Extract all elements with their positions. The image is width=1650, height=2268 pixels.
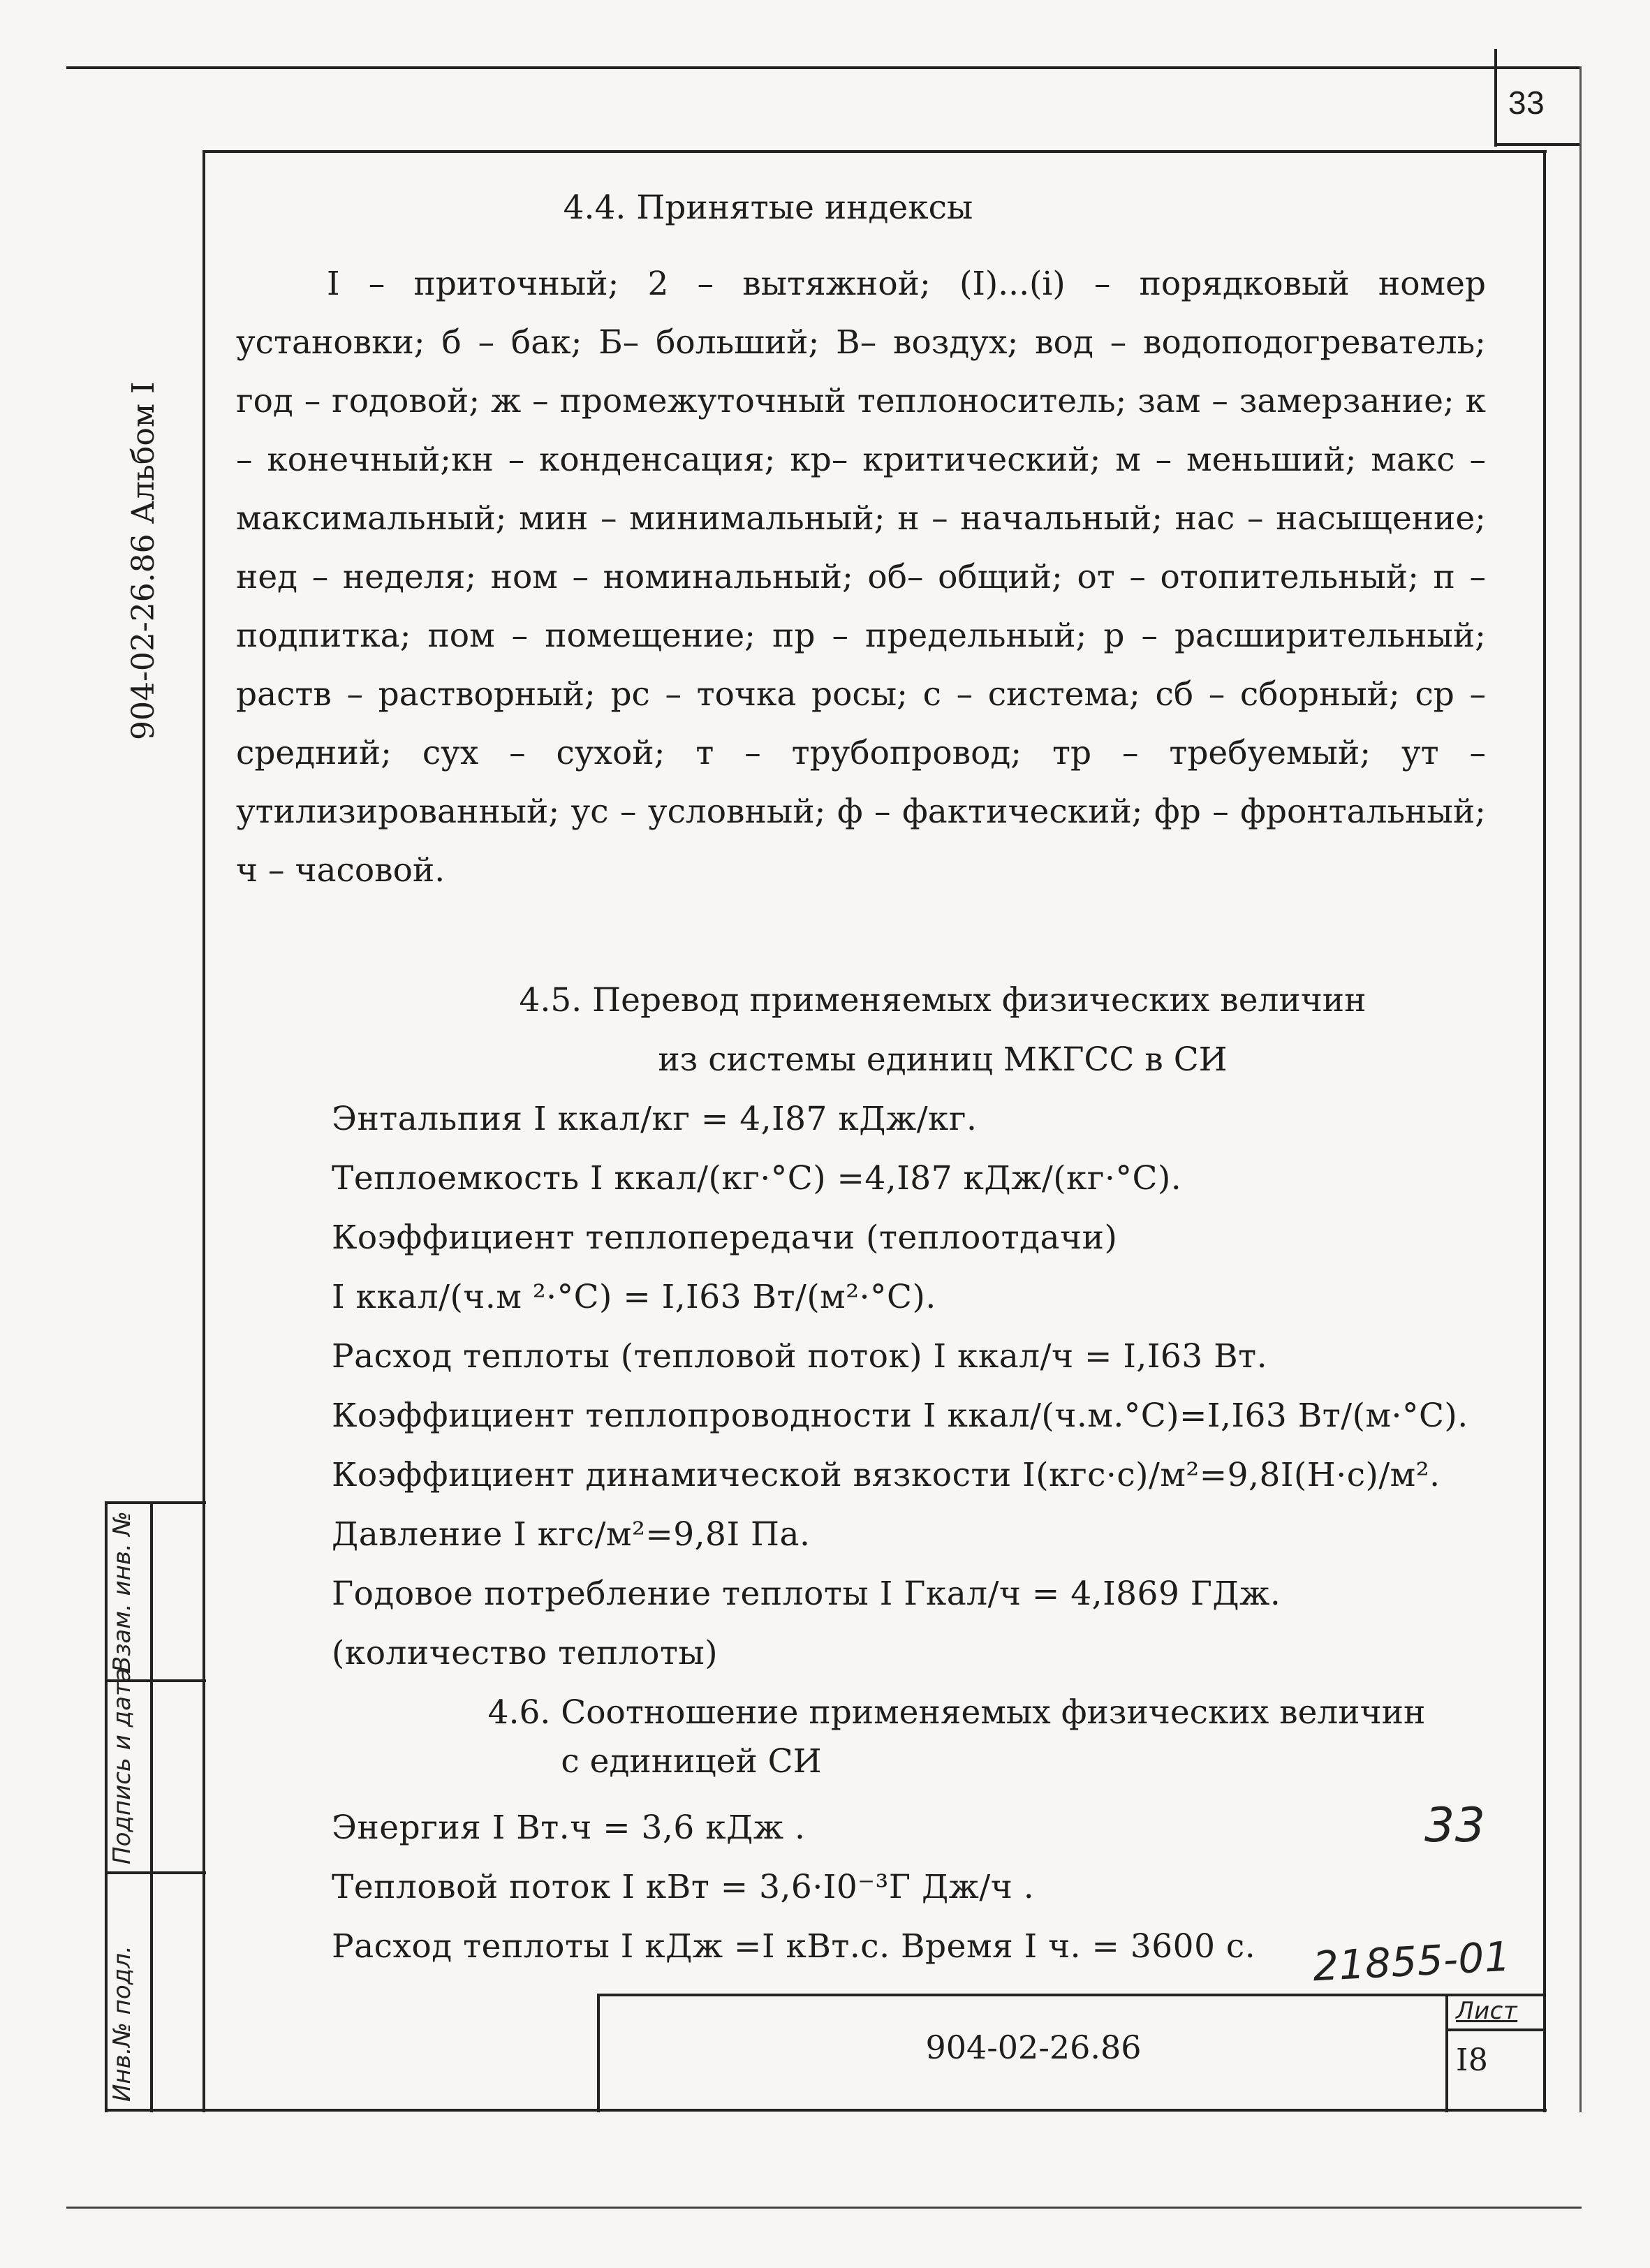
ratio-line: Расход теплоты I кДж =I кВт.с. Время I ч. = 3600 с. [332,1927,1256,1966]
title-block-left [597,1994,600,2112]
title-block-sheet-sep [1445,2028,1543,2031]
section-4-5-heading-1: 4.5. Перевод применяемых физических величин [519,981,1367,1019]
frame-left [202,150,205,2112]
stamp-mid-border [150,1501,153,2112]
conversion-line: Коэффициент теплопроводности I ккал/(ч.м.°С)=I,I63 Вт/(м·°С). [332,1397,1468,1435]
section-4-4-body: I – приточный; 2 – вытяжной; (I)...(i) – порядковый номер установки; б – бак; Б– больший; В– воздух; вод – водоподогреватель; год – годовой; ж – промежуточный теплоноситель; зам – замерзание; к – конечный;кн – конденсация; кр– критический; м – меньший; макс – максимальный; мин – минимальный; н – начальный; нас – насыщение; нед – неделя; ном – номинальный; об– общий; от – отопительный; п – подпитка; пом – помещение; пр – предельный; р – расширительный; раств – растворный; рс – точка росы; с – система; сб – сборный; ср – средний; сух – сухой; т – трубопровод; тр – требуемый; ут – утилизированный; ус – условный; ф – фактический; фр – фронтальный; ч – часовой. [236,265,1486,890]
stamp-left-border [105,1501,108,2112]
section-4-4-heading: 4.4. Принятые индексы [563,189,973,227]
conversion-line: Давление I кгс/м²=9,8I Па. [332,1515,811,1554]
frame-right [1543,150,1546,2112]
bottom-scan-line [66,2207,1582,2209]
title-block-sheet-label: Лист [1456,1997,1518,2025]
section-4-6-heading-1: 4.6. Соотношение применяемых физических величин [487,1693,1426,1732]
title-block-doc-code: 904-02-26.86 [925,2028,1142,2066]
stamp-top [105,1501,206,1504]
stamp-label-replace: Взам. инв. № [108,1511,136,1672]
ratio-line: Энергия I Вт.ч = 3,6 кДж . [332,1809,806,1847]
conversion-line: Годовое потребление теплоты I Гкал/ч = 4,I869 ГДж. [332,1575,1281,1613]
frame-bottom [105,2109,1547,2112]
conversion-line: I ккал/(ч.м ²·°С) = I,I63 Вт/(м²·°С). [332,1278,936,1316]
section-4-6-heading-2: с единицей СИ [561,1742,822,1781]
handwritten-code: 21855-01 [1311,1932,1512,1991]
conversion-line: Энтальпия I ккал/кг = 4,I87 кДж/кг. [332,1100,978,1138]
title-block-top [597,1994,1543,1996]
handwritten-page-number: 33 [1424,1798,1486,1853]
stamp-label-inv: Инв.№ подл. [108,1945,136,2102]
conversion-line: Расход теплоты (тепловой поток) I ккал/ч = I,I63 Вт. [332,1337,1268,1376]
frame-top [202,150,1547,153]
top-border [66,66,1582,69]
title-block-sheet-divider [1445,1994,1448,2112]
conversion-line: Коэффициент динамической вязкости I(кгс·с)/м²=9,8I(Н·с)/м². [332,1456,1441,1494]
page-number: 33 [1508,84,1545,121]
page-number-box-bottom [1494,143,1582,146]
conversion-line: Коэффициент теплопередачи (теплоотдачи) [332,1218,1118,1257]
right-outer-border [1579,66,1582,2112]
stamp-label-sign: Подпись и дата [108,1667,136,1864]
title-block-sheet-number: I8 [1456,2042,1489,2078]
conversion-line: Теплоемкость I ккал/(кг·°С) =4,I87 кДж/(кг·°С). [332,1159,1182,1198]
ratio-line: Тепловой поток I кВт = 3,6·I0⁻³Г Дж/ч . [332,1868,1035,1906]
stamp-sep-2 [105,1871,206,1874]
page-number-box-left [1494,49,1497,147]
side-album-label: 904-02-26.86 Альбом I [126,381,161,740]
conversion-line: (количество теплоты) [332,1634,719,1672]
section-4-5-heading-2: из системы единиц МКГСС в СИ [658,1040,1228,1079]
